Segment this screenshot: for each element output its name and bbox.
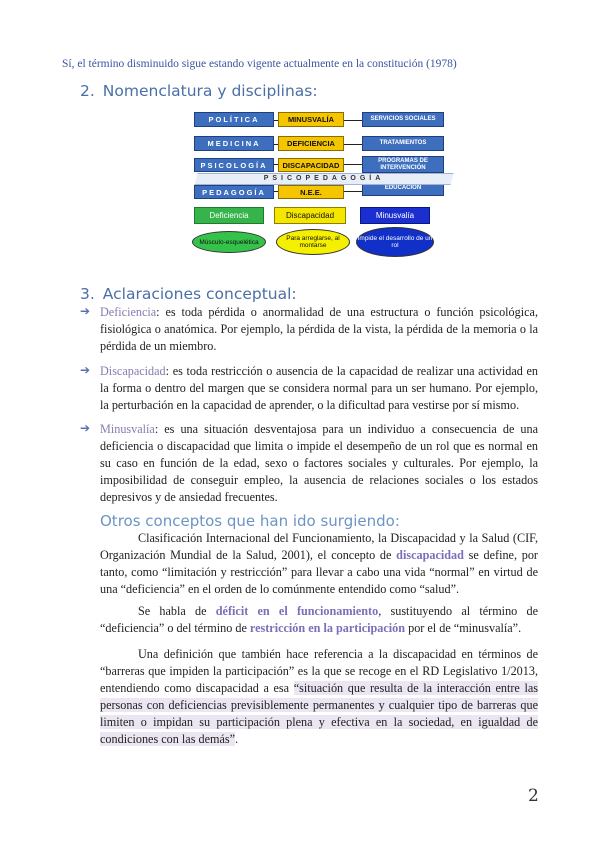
text-span: se define, por tanto, como “limitación y restricción” para llevar a cabo una vida “normal” en virtud de una “deficiencia” en el orden de lo comúnmente entendido como “salud”. [100,548,538,596]
other-concepts-heading: Otros conceptos que han ido surgiendo: [100,512,400,530]
area-servicios-sociales: SERVICIOS SOCIALES [362,112,444,127]
category-discapacidad: Discapacidad [274,207,346,224]
definition-text: : es toda restricción o ausencia de la capacidad de realizar una actividad en la forma o dentro del margen que se considera normal para un ser humano. Por ejemplo, la perturbación en la capacidad de aprender, o la dificultad para vestirse por sí mismo. [100,364,538,412]
text-span: Se habla de [138,604,216,618]
arrow-icon: ➔ [80,363,91,377]
section-2-heading [80,82,318,100]
description-impide-rol: Impide el desarrollo de un rol [356,227,434,257]
page-number: 2 [528,786,539,806]
text-span: . [235,732,239,746]
definition-discapacidad [100,363,538,414]
definition-text: : es toda pérdida o anormalidad de una estructura o función psicológica, fisiológica o anatómica. Por ejemplo, la pérdida de la vista, la pérdida de la memoria o la pérdida de un miembro. [100,305,538,353]
definition-term: Deficiencia [100,305,157,319]
term-discapacidad: DISCAPACIDAD [278,158,344,172]
area-tratamientos: TRATAMIENTOS [362,136,444,151]
area-educacion: EDUCACIÓN [362,181,444,196]
highlighted-quote: “situación que resulta de la interacción entre las personas con deficiencias previsiblemente permanentes y cualquier tipo de barreras que limiten o impidan su participación plena y efectiva en la sociedad, en igualdad de condiciones con las demás” [100,681,538,746]
text-span: por el de “minusvalía”. [405,621,522,635]
nomenclature-diagram [192,108,462,270]
definition-minusvalia [100,421,538,506]
arrow-icon: ➔ [80,421,91,435]
definition-text: : es una situación desventajosa para un individuo a consecuencia de una deficiencia o discapacidad que limita o impide el desempeño de un rol que es normal en su caso en función de la edad, sexo o factores sociales y culturales. Por ejemplo, la imposibilidad de conseguir empleo, la ausencia de relaciones sociales o los estados depresivos y de ansiedad frecuentes. [100,422,538,504]
category-deficiencia: Deficiencia [194,207,264,224]
discipline-medicina: MEDICINA [194,136,274,151]
text-span: , sustituyendo al término de “deficiencia” o del término de [100,604,538,635]
discipline-pedagogia: PEDAGOGÍA [194,185,274,199]
highlight-deficit: déficit en el funcionamiento [215,604,379,618]
section-2-title: Nomenclatura y disciplinas: [102,82,318,100]
definition-deficiencia [100,304,538,355]
paragraph-deficit [100,603,538,637]
section-2-number: 2. [80,82,95,100]
term-deficiencia: DEFICIENCIA [278,136,344,151]
discipline-psicologia: PSICOLOGÍA [194,158,274,172]
term-minusvalia: MINUSVALÍA [278,112,344,127]
area-programas-intervencion: PROGRAMAS DE INTERVENCIÓN [362,156,444,173]
paragraph-cif [100,530,538,598]
section-3-title: Aclaraciones conceptual: [102,285,297,303]
description-arreglarse: Para arreglarse, al montarse [276,229,350,255]
paragraph-rd-legislativo [100,646,538,748]
intro-text: Sí, el término disminuido sigue estando vigente actualmente en la constitución (1978) [62,58,457,70]
text-span: Clasificación Internacional del Funcionamiento, la Discapacidad y la Salud (CIF, Organización Mundial de la Salud, 2001), el concepto de [100,531,538,562]
section-3-number: 3. [80,285,95,303]
highlight-restriccion: restricción en la participación [249,621,406,635]
psicopedagogia-banner: PSICOPEDAGOGÍA [263,175,385,182]
description-musculo-esqueletica: Músculo-esquelética [192,231,266,253]
text-span: Una definición que también hace referencia a la discapacidad en términos de “barreras que impiden la participación” es la que se recoge en el RD Legislativo 1/2013, entendiendo como discapacidad a esa [100,647,538,695]
term-nee: N.E.E. [278,185,344,199]
definition-term: Discapacidad [100,364,166,378]
highlight-discapacidad: discapacidad [396,548,464,562]
discipline-politica: POLÍTICA [194,112,274,127]
category-minusvalia: Minusvalía [360,207,430,224]
arrow-icon: ➔ [80,304,91,318]
section-3-heading [80,285,297,303]
definition-term: Minusvalía [100,422,155,436]
